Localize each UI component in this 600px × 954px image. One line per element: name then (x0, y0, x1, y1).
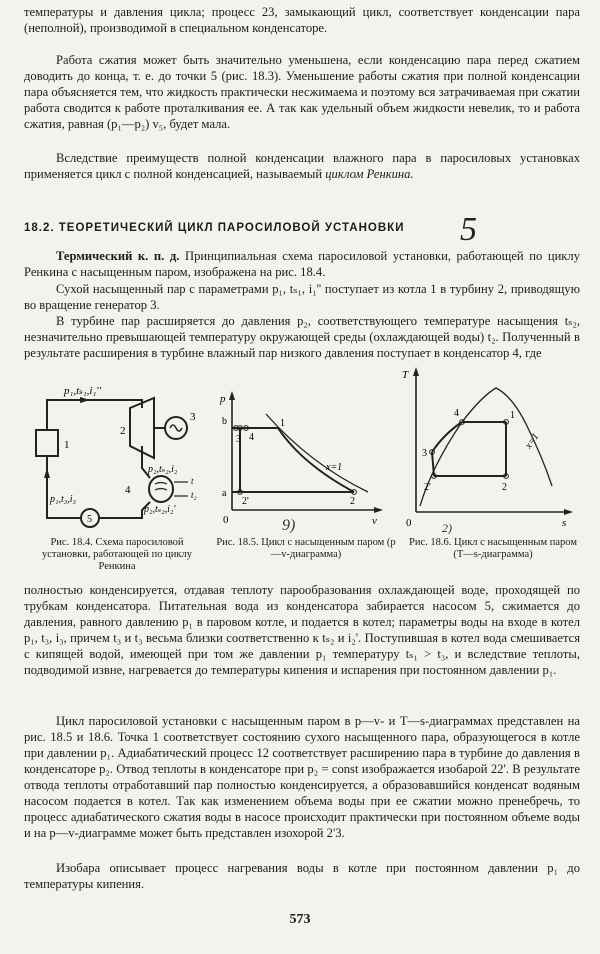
s-axis-label: s (562, 517, 567, 529)
dryness-label: x=1 (326, 462, 343, 473)
outlet-params-label: p₂,tₛ₂,i₂' (144, 504, 176, 515)
paragraph-8: Цикл паросиловой установки с насыщенным паром в p—v- и T—s-диаграммах представлен на рис. 18.5 и 18.6. Точка 1 соответствует состоянию сухого насыщенного пара, образующегося в котле при давлении p₁. Адиабатический процесс 12 соответствует расширению пара в турбине до давления в конденсаторе p₂. Отвод теплоты в конденсаторе при p₂ = const изображается изобарой 22'. В результате отвода теплоты отработавший пар полностью конденсируется, а образовавшийся конденсат водяным насосом подается в котел. Так как изменением объема воды при ее сжатии можно пренебречь, то процесс адиабатического сжатия воды в насосе происходит практически при постоянном объеме воды и на p—v-диаграмме может быть представлен изохорой 2'3. (24, 714, 580, 840)
paragraph-2: Работа сжатия может быть значительно уменьшена, если конденсацию пара перед сжатием доводить до конца, т. е. до точки 5 (рис. 18.3). Уменьшение работы сжатия при полной конденсации пара объясняется тем, что жидкость практически несжимаема и поэтому вся затрачиваемая при сжатии работа сводится к работе проталкивания ее. А так как удельный объем жидкости невелик, то и работа сжатия, равная (p₁—p₂) v₅, будет мала. (24, 53, 580, 131)
s-axis-arrow-icon (564, 509, 573, 515)
handwritten-five: 5 (460, 211, 477, 248)
paragraph-3 (24, 150, 580, 182)
ts-point-2-label: 2 (502, 482, 507, 493)
page-number: 573 (289, 912, 311, 927)
subsection-title: Термический к. п. д. (56, 249, 180, 263)
handwritten-mark (450, 208, 510, 248)
v-axis-label: v (372, 515, 377, 527)
point-2-label: 2 (350, 496, 355, 507)
cooling-water-label-2: t₂ (191, 490, 197, 500)
generator-symbol (170, 425, 182, 431)
handwritten-nine: 9) (282, 517, 296, 534)
section-heading: 18.2. ТЕОРЕТИЧЕСКИЙ ЦИКЛ ПАРОСИЛОВОЙ УСТАНОВКИ (24, 222, 405, 234)
v-axis-arrow-icon (374, 507, 383, 513)
condensate-line (100, 502, 150, 518)
p-axis-arrow-icon (229, 391, 235, 400)
ts-point-4-label: 4 (454, 408, 459, 419)
generator-number: 3 (190, 411, 196, 423)
condenser-params-label: p₂,tₛ₂,i₂ (148, 464, 178, 475)
ts-point-3-label: 3 (422, 448, 427, 459)
handwritten-two: 2) (442, 521, 452, 534)
condenser-coil (155, 483, 167, 491)
origin-label: 0 (223, 514, 229, 526)
point-2prime-label: 2' (242, 496, 249, 507)
boiler-number: 1 (64, 439, 70, 451)
cooling-water-label: t (191, 476, 194, 486)
ts-origin-label: 0 (406, 517, 412, 529)
ts-point-2prime-label: 2' (424, 482, 431, 493)
paragraph-7: полностью конденсируется, отдавая теплоту парообразования охлаждающей воде, проходящей по трубкам конденсатора. Питательная вода из конденсатора забирается насосом 5, сжимается до давления, равного давлению p₁ в паровом котле, и подается в котел; параметры воды на входе в котел p₁, t₃, i₃, причем t₃ и t₃ весьма близки соответственно к tₛ₂ и i₂'. Поступившая в котел вода смешивается с кипящей водой, имеющей при том же давлении p₁ температуру tₛ₁ > t₃, и вследствие теплоты, подводимой извне, нагревается до температуры кипения и испарения при постоянном давлении p₁. (24, 583, 580, 677)
pump-number: 5 (87, 514, 92, 525)
paragraph-1: температуры и давления цикла; процесс 23, замыкающий цикл, соответствует конденсации пара (неполной), производимой в специальном конденсаторе. (24, 5, 580, 35)
ts-dryness-label: x=1 (523, 431, 542, 451)
boiler-box (36, 430, 58, 456)
turbine-number: 2 (120, 425, 126, 437)
point-a-label: a (222, 488, 227, 499)
heating-line (432, 422, 462, 452)
ts-point-1-label: 1 (510, 410, 515, 421)
steam-line (47, 400, 142, 430)
paragraph-6: В турбине пар расширяется до давления p₂, соответствующего температуре насыщения tₛ₂, незначительно превышающей температуру окружающей среды (охлаждающей воды) t₂. Полученный в результате расширения в турбине влажный пар низкого давления поступает в конденсатор 4, где (24, 314, 580, 360)
paragraph-3-text: Вследствие преимуществ полной конденсации влажного пара в паросиловых установках применяется цикл с полной конденсацией, называемый (24, 151, 580, 181)
figure-18-5-pv-diagram (218, 388, 390, 536)
point-4-label: 4 (249, 432, 254, 443)
condenser-number: 4 (125, 484, 131, 496)
paragraph-4 (24, 248, 580, 280)
rankine-cycle-term: циклом Ренкина. (325, 167, 414, 181)
feed-arrow-icon (44, 468, 50, 478)
inlet-params-label: p₁,tₛ₁,i₁'' (64, 385, 101, 397)
figure-18-6-ts-diagram (402, 366, 582, 534)
figure-18-6-caption: Рис. 18.6. Цикл с насыщенным паром (T—s-диаграмма) (409, 537, 577, 560)
t-axis-label: T (402, 369, 409, 381)
p-axis-label: p (220, 393, 226, 405)
paragraph-5: Сухой насыщенный пар с параметрами p₁, tₛ₁, i₁'' поступает из котла 1 в турбину 2, приводящую во вращение генератор 3. (24, 282, 580, 312)
flow-arrow-icon (80, 397, 90, 403)
t-axis-arrow-icon (413, 367, 419, 376)
paragraph-9: Изобара описывает процесс нагревания воды в котле при постоянном давлении p₁ до температуры кипения. (24, 861, 580, 891)
figure-18-5-caption: Рис. 18.5. Цикл с насыщенным паром (p—v-диаграмма) (216, 537, 396, 560)
figure-18-4-scheme (24, 378, 214, 538)
feedwater-line (47, 456, 81, 518)
paragraph-4-text: Принципиальная схема паросиловой установки, работающей по циклу Ренкина с насыщенным паром, изображена на рис. 18.4. (24, 249, 581, 279)
point-b-label: b (222, 416, 227, 427)
feedwater-params-label: p₁,t₃,i₃ (50, 494, 76, 505)
point-1-label: 1 (280, 418, 285, 429)
figure-18-4-caption: Рис. 18.4. Схема паросиловой установки, работающей по циклу Ренкина (42, 537, 192, 572)
point-3-label: 3 (236, 434, 241, 445)
